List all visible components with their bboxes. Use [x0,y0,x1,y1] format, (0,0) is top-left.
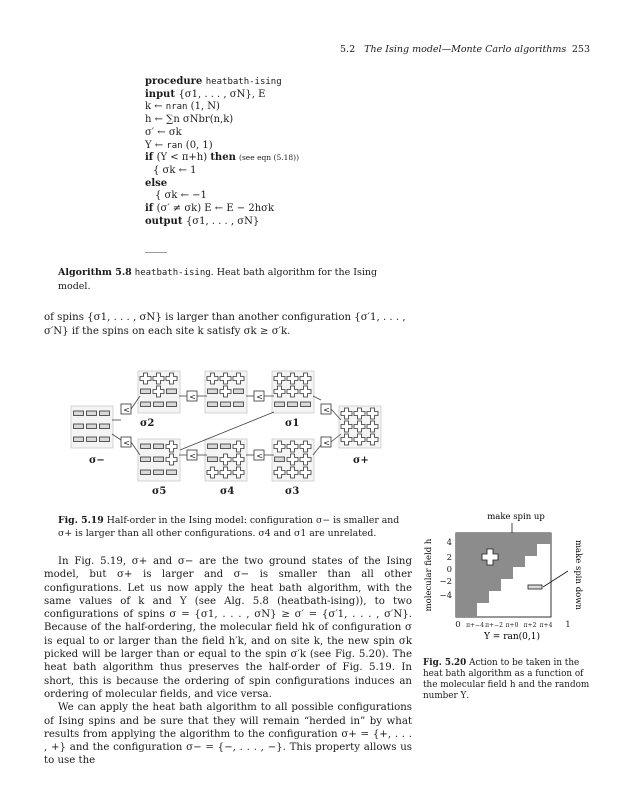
algo-line-10 [145,190,299,203]
paragraph-half-order-definition: of spins {σ1, . . . , σN} is larger than another configuration {σ′1, . . . , σ′N} if the spins on each site k satisfy σk ≥ σ′k. [44,312,406,337]
minus-spin-icon [167,470,177,475]
minus-spin-icon [154,402,164,407]
minus-spin-icon [141,457,151,462]
algo-line-12 [145,216,299,229]
minus-spin-icon [87,411,97,416]
minus-spin-icon [221,444,231,449]
label-sigma1: σ1 [285,418,300,429]
minus-spin-icon [141,444,151,449]
algo-text: {σ1, . . . , σN} [185,215,260,227]
label-sigma5: σ5 [152,486,167,497]
algo-procedure-name: heatbath-ising [205,77,282,87]
minus-spin-icon [301,402,311,407]
fig-5-19-caption [58,514,403,540]
section-number: 5.2 [340,44,356,55]
algo-note: (see eqn (5.18)) [239,153,299,163]
minus-spin-icon [221,402,231,407]
xtick-0: 0 [455,620,461,630]
algo-keyword: then [210,152,236,164]
minus-spin-icon [100,437,110,442]
config-sigma4 [205,439,247,481]
minus-spin-icon [87,437,97,442]
minus-spin-icon [74,411,84,416]
half-order-diagram [0,360,631,500]
section-title: The Ising model—Monte Carlo algorithms [364,44,567,55]
algo-text: σ′ ← σk [145,126,182,138]
config-sigma5 [138,439,180,481]
minus-spin-icon [208,444,218,449]
algorithm-listing [145,76,299,228]
xtick-1: 1 [565,620,571,630]
config-sigma-plus [339,406,381,448]
minus-spin-icon [154,457,164,462]
xtick-pi-0: π+0 [505,622,519,629]
algo-keyword: input [145,88,179,100]
minus-spin-icon [208,389,218,394]
config-sigma1 [272,371,314,413]
fig-5-20-caption [423,658,593,702]
algo-text: (0, 1) [182,139,213,151]
algo-line-1 [145,76,299,89]
algo-text: (1, N) [187,101,220,113]
minus-spin-icon [275,457,285,462]
algorithm-caption-name: heatbath-ising [134,268,211,278]
minus-spin-icon [234,389,244,394]
minus-spin-icon [234,402,244,407]
config-sigma2b [205,371,247,413]
label-sigma4: σ4 [220,486,235,497]
label-sigma-plus: σ+ [353,455,369,466]
page-number: 253 [571,44,590,55]
minus-spin-icon [74,424,84,429]
label-sigma-minus: σ− [89,455,105,466]
algorithm-caption-text: . Heat bath algorithm for the Ising model. [58,267,378,292]
minus-spin-icon [141,402,151,407]
algo-line-2 [145,89,299,102]
algo-line-8 [145,165,299,178]
less-than-symbol: < [256,451,263,461]
algo-text: h ← ∑n σNbr(n,k) [145,114,234,126]
xtick-pi-neg4: π+−4 [466,622,484,629]
algo-line-9 [145,178,299,191]
algo-text: (σ′ ≠ σk) E ← E − 2hσk [156,203,275,215]
ytick-4: 4 [446,538,452,548]
config-sigma2 [138,371,180,413]
algorithm-caption-label: Algorithm 5.8 [58,267,132,278]
algorithm-rule [145,252,167,253]
algo-keyword: output [145,215,186,227]
fig-5-19-caption-text: Half-order in the Ising model: configuration σ− is smaller and σ+ is larger than all other configurations. σ4 and σ1 are unrelated. [58,515,400,539]
less-than-symbol: < [323,438,330,448]
minus-spin-icon [288,402,298,407]
minus-spin-icon [74,437,84,442]
minus-spin-icon [100,424,110,429]
ytick-neg2: −2 [439,577,452,587]
xlabel: Υ = ran(0,1) [483,632,541,642]
ytick-0: 0 [446,565,452,575]
minus-spin-icon [154,444,164,449]
algo-text: Υ ← [145,139,167,151]
label-sigma2: σ2 [140,418,155,429]
minus-spin-icon [87,424,97,429]
algo-line-6 [145,140,299,153]
less-than-symbol: < [123,438,130,448]
minus-spin-icon [167,402,177,407]
minus-spin-icon [154,470,164,475]
fig-5-20-label: Fig. 5.20 [423,658,467,668]
ytick-2: 2 [446,553,452,563]
algo-text: k ← [145,101,166,113]
main-text [44,555,412,768]
minus-spin-icon [167,389,177,394]
minus-spin-icon [141,470,151,475]
less-than-symbol: < [256,392,263,402]
minus-icon [528,585,542,589]
label-sigma3: σ3 [285,486,300,497]
minus-spin-icon [275,402,285,407]
algo-text: {σ1, . . . , σN}, E [178,88,266,100]
algo-text: { σk ← −1 [155,190,207,202]
less-than-symbol: < [189,451,196,461]
config-sigma-minus [71,406,113,448]
algo-keyword: procedure [145,76,206,87]
algo-line-11 [145,203,299,216]
config-sigma3 [272,439,314,481]
main-paragraph-2: We can apply the heat bath algorithm to all possible configurations of Ising spins and be sure that they will remain “herded in” by what results from applying the algorithm to the configuration σ+ = {+, . . . , +} and the configuration σ− = {−, . . . , −}. This property allows us to use the [44,702,412,767]
main-paragraph-1: In Fig. 5.19, σ+ and σ− are the two ground states of the Ising model, but σ+ is larger and σ− is smaller than all other configurations. Let us now apply the heat bath algorithm, with the same values of k and Υ (see Alg. 5.8 (heatbath-ising)), to two configurations of spins σ = {σ1, . . . , σN} ≥ σ′ = {σ′1, . . . , σ′N}. Because of the half-ordering, the molecular field hk of configuration σ is equal to or larger than the field h′k, and on site k, the new spin σk picked will be larger than or equal to the spin σ′k (see Fig. 5.20). The heat bath algorithm thus preserves the half-order of Fig. 5.19. In short, this is because the ordering of spin configurations induces an ordering of molecular fields, and vice versa. [44,556,412,700]
algo-text: (Υ < π+h) [156,152,211,164]
algo-line-4 [145,114,299,127]
fig-5-20-caption-text: Action to be taken in the heat bath algorithm as a function of the molecular field h and the random number Υ. [423,658,590,701]
algo-line-5 [145,127,299,140]
minus-spin-icon [208,457,218,462]
algorithm-caption [58,266,403,293]
less-than-symbol: < [189,392,196,402]
less-than-symbol: < [123,405,130,415]
xtick-pi-neg2: π+−2 [485,622,503,629]
label-make-spin-up: make spin up [487,512,545,522]
algo-line-7 [145,152,299,165]
algo-line-3 [145,101,299,114]
algo-text: { σk ← 1 [153,164,197,176]
algo-func: ran [166,140,183,151]
minus-spin-icon [208,402,218,407]
algo-keyword: if [145,203,157,215]
fig-5-19-label: Fig. 5.19 [58,515,104,526]
algo-keyword: else [145,177,168,189]
ylabel: molecular field h [424,538,434,612]
minus-spin-icon [141,389,151,394]
xtick-pi-4: π+4 [539,622,553,629]
less-than-symbol: < [323,405,330,415]
running-header [340,44,590,55]
label-make-spin-down: make spin down [573,539,583,611]
algo-func: nran [165,102,188,113]
algo-keyword: if [145,152,157,164]
heatbath-action-plot [418,505,593,655]
order-link [112,434,121,440]
xtick-pi-2: π+2 [523,622,537,629]
ytick-neg4: −4 [439,591,452,601]
minus-spin-icon [100,411,110,416]
